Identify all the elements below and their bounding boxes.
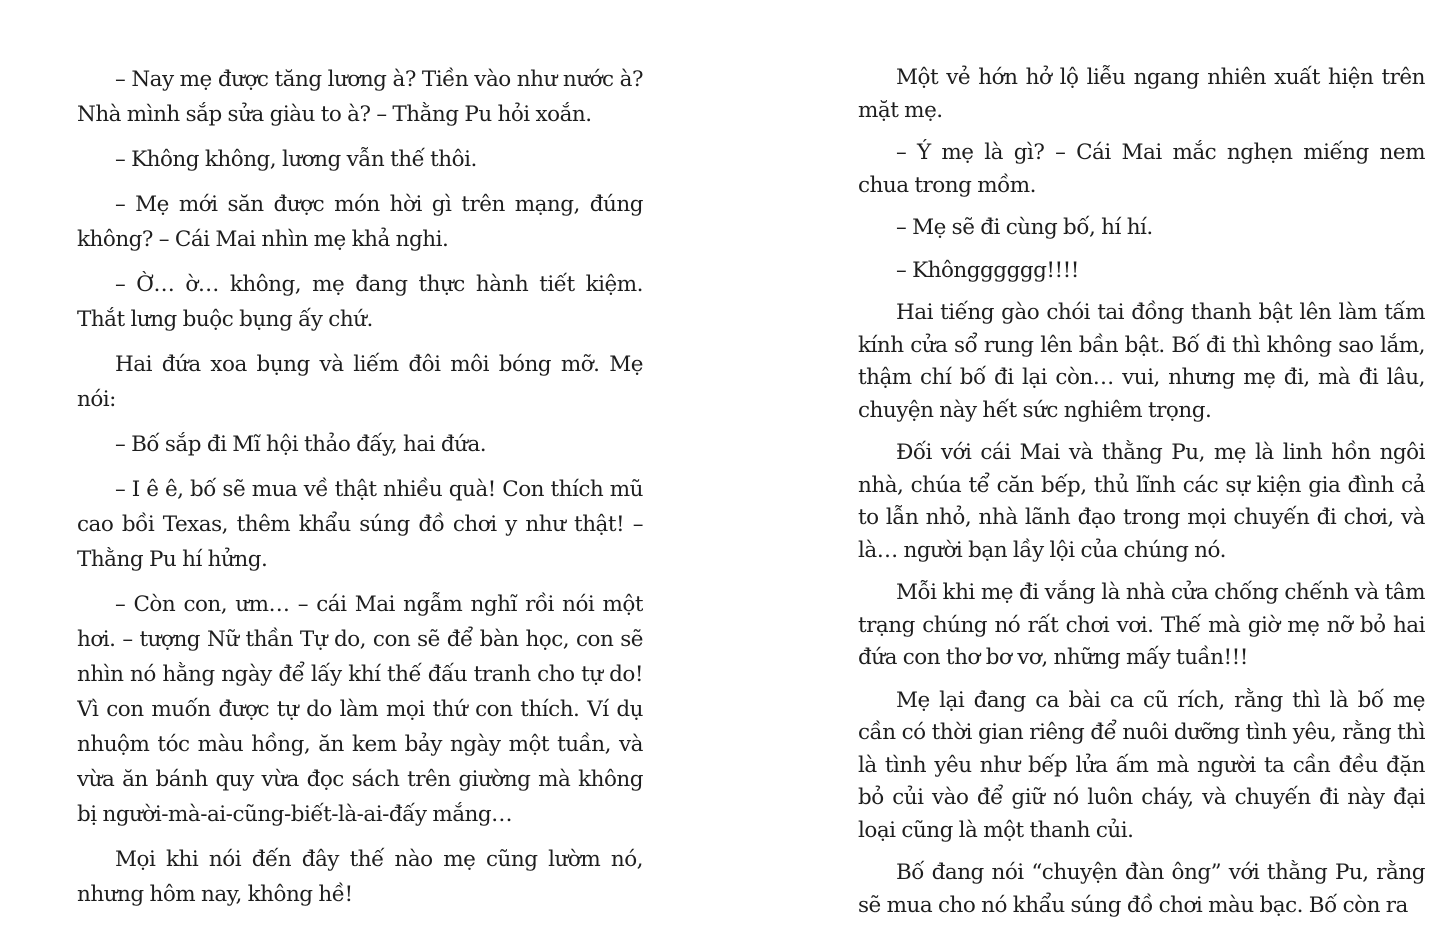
- paragraph: – Mẹ sẽ đi cùng bố, hí hí.: [896, 215, 1153, 240]
- paragraph: – Khôngggggg!!!!: [896, 257, 1079, 283]
- paragraph: Hai đứa xoa bụng và liếm đôi môi bóng mỡ. Mẹ nói:: [77, 352, 643, 412]
- paragraph: Hai tiếng gào chói tai đồng thanh bật lên làm tấm kính cửa sổ rung lên bần bật. Bố đi thì không sao lắm, thậm chí bố đi lại còn… vui, nhưng mẹ đi, mà đi lâu, chuyện này hết sức nghiêm trọng.: [858, 300, 1425, 423]
- paragraph: Bố đang nói “chuyện đàn ông” với thằng Pu, rằng sẽ mua cho nó khẩu súng đồ chơi màu bạc. Bố còn ra: [858, 860, 1425, 918]
- paragraph: Mọi khi nói đến đây thế nào mẹ cũng lườm nó, nhưng hôm nay, không hề!: [77, 847, 643, 907]
- paragraph: – Nay mẹ được tăng lương à? Tiền vào như nước à? Nhà mình sắp sửa giàu to à? – Thằng Pu hỏi xoắn.: [77, 67, 643, 127]
- paragraph: Mẹ lại đang ca bài ca cũ rích, rằng thì là bố mẹ cần có thời gian riêng để nuôi dưỡng tình yêu, rằng thì là tình yêu như bếp lửa ấm mà người ta cần đều đặn bỏ củi vào để giữ nó luôn cháy, và chuyến đi này đại loại cũng là một thanh củi.: [858, 687, 1425, 843]
- paragraph: – Không không, lương vẫn thế thôi.: [115, 147, 477, 172]
- left-page: [77, 62, 643, 942]
- paragraph: Mỗi khi mẹ đi vắng là nhà cửa chống chếnh và tâm trạng chúng nó rất chơi vơi. Thế mà giờ mẹ nỡ bỏ hai đứa con thơ bơ vơ, những mấy tuần!!!: [858, 580, 1425, 670]
- paragraph: – Mẹ mới săn được món hời gì trên mạng, đúng không? – Cái Mai nhìn mẹ khả nghi.: [77, 192, 643, 252]
- paragraph: Một vẻ hớn hở lộ liễu ngang nhiên xuất hiện trên mặt mẹ.: [858, 65, 1425, 123]
- right-page: [858, 62, 1425, 942]
- paragraph: – Bố sắp đi Mĩ hội thảo đấy, hai đứa.: [115, 432, 487, 457]
- paragraph: – Ý mẹ là gì? – Cái Mai mắc nghẹn miếng nem chua trong mồm.: [858, 140, 1425, 198]
- paragraph: – I ê ê, bố sẽ mua về thật nhiều quà! Con thích mũ cao bồi Texas, thêm khẩu súng đồ chơi y như thật! – Thằng Pu hí hửng.: [77, 477, 643, 572]
- paragraph: – Ờ… ờ… không, mẹ đang thực hành tiết kiệm. Thắt lưng buộc bụng ấy chứ.: [77, 272, 643, 332]
- paragraph: – Còn con, ưm… – cái Mai ngẫm nghĩ rồi nói một hơi. – tượng Nữ thần Tự do, con sẽ để bàn học, con sẽ nhìn nó hằng ngày để lấy khí thế đấu tranh cho tự do! Vì con muốn được tự do làm mọi thứ con thích. Ví dụ nhuộm tóc màu hồng, ăn kem bảy ngày một tuần, và vừa ăn bánh quy vừa đọc sách trên giường mà không bị người-mà-ai-cũng-biết-là-ai-đấy mắng…: [77, 592, 643, 827]
- paragraph: Đối với cái Mai và thằng Pu, mẹ là linh hồn ngôi nhà, chúa tể căn bếp, thủ lĩnh các sự kiện gia đình cả to lẫn nhỏ, nhà lãnh đạo trong mọi chuyến đi chơi, và là… người bạn lầy lội của chúng nó.: [858, 440, 1425, 563]
